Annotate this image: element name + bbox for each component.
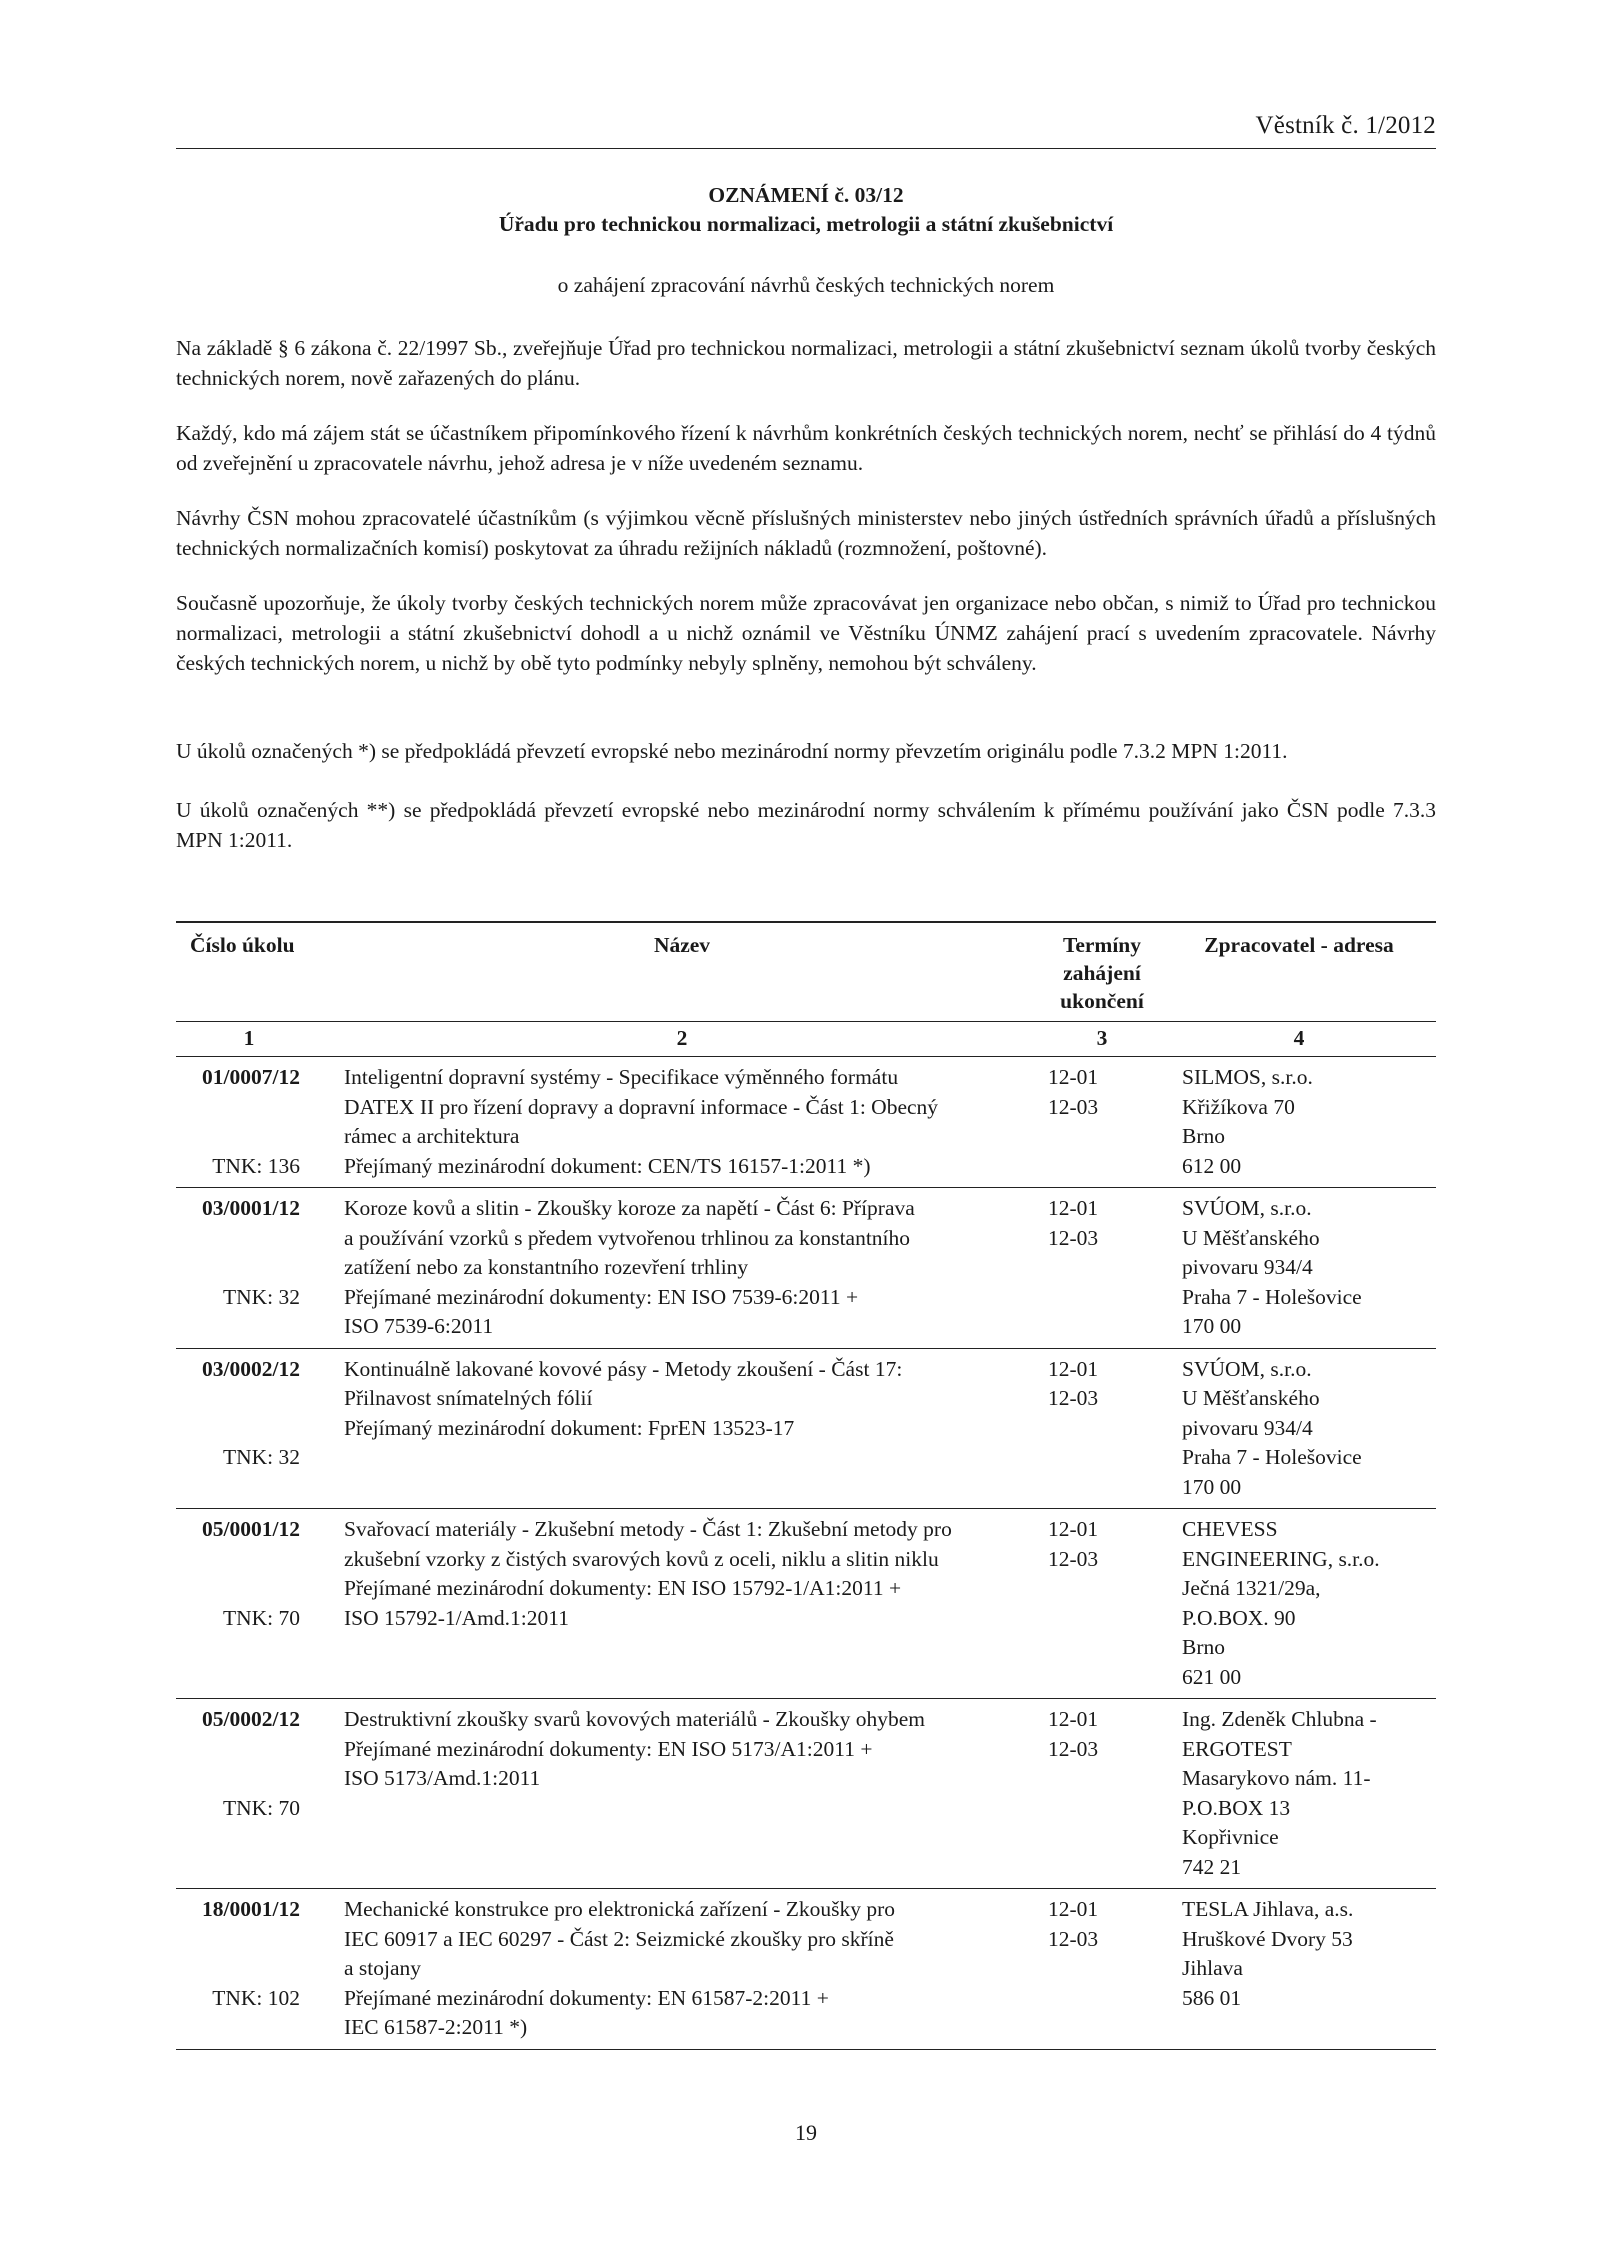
task-cell	[176, 1057, 322, 1188]
task-name-cell	[322, 1348, 1042, 1509]
task-name-line: Destruktivní zkoušky svarů kovových materiálů - Zkoušky ohybem	[344, 1707, 925, 1731]
task-number: 03/0002/12	[202, 1356, 300, 1381]
processor-address-line: Ing. Zdeněk Chlubna -	[1182, 1707, 1377, 1731]
processor-address-line: Kopřivnice	[1182, 1825, 1279, 1849]
terms-header-line: ukončení	[1060, 989, 1144, 1013]
term-start: 12-01	[1048, 1897, 1099, 1921]
task-number: 01/0007/12	[202, 1065, 300, 1089]
terms-header-line: Termíny	[1062, 933, 1142, 957]
page-header	[176, 108, 1436, 149]
tasks-table	[176, 921, 1436, 2050]
task-name-cell	[322, 1057, 1042, 1188]
processor-address-cell	[1162, 1348, 1436, 1509]
task-number: 03/0001/12	[202, 1196, 300, 1220]
terms-cell	[1042, 1889, 1162, 2050]
task-name-line: zatížení nebo za konstantního rozevření trhliny	[344, 1255, 749, 1279]
processor-address-line: Ječná 1321/29a,	[1182, 1576, 1321, 1600]
term-end: 12-03	[1048, 1386, 1099, 1410]
term-end: 12-03	[1048, 1094, 1099, 1119]
paragraph: Návrhy ČSN mohou zpracovatelé účastníkům (s výjimkou věcně příslušných ministerstev nebo jiných ústředních správních úřadů a příslušných technických normalizačních komisí) poskytovat za úhradu režijních nákladů (rozmnožení, poštovné).	[176, 506, 1436, 560]
task-name-line: Mechanické konstrukce pro elektronická zařízení - Zkoušky pro	[344, 1897, 896, 1921]
column-header-name: Název	[322, 922, 1042, 1022]
processor-address-cell	[1162, 1509, 1436, 1699]
table-header-row	[176, 922, 1436, 1022]
processor-address-line: Hruškové Dvory 53	[1182, 1926, 1353, 1951]
task-name-line: a používání vzorků s předem vytvořenou trhlinou za konstantního	[344, 1225, 911, 1250]
paragraph: U úkolů označených **) se předpokládá převzetí evropské nebo mezinárodní normy schválením k přímému používání jako ČSN podle 7.3.3 MPN 1:2011.	[176, 798, 1436, 852]
processor-address-line: 170 00	[1182, 1314, 1242, 1338]
table-body	[176, 1057, 1436, 2050]
processor-address-line: ERGOTEST	[1182, 1736, 1292, 1761]
terms-cell	[1042, 1699, 1162, 1889]
task-name-cell	[322, 1889, 1042, 2050]
table-row	[176, 1188, 1436, 1349]
task-cell	[176, 1509, 322, 1699]
processor-address-line: Brno	[1182, 1635, 1225, 1659]
task-cell	[176, 1348, 322, 1509]
processor-address-line: CHEVESS	[1182, 1517, 1278, 1541]
task-name-line: Přejímaný mezinárodní dokument: FprEN 13523-17	[344, 1415, 795, 1440]
task-name-line: ISO 15792-1/Amd.1:2011	[344, 1605, 569, 1630]
tnk-label: TNK: 102	[212, 1985, 300, 2010]
processor-address-line: Brno	[1182, 1124, 1225, 1148]
paragraph: Každý, kdo má zájem stát se účastníkem připomínkového řízení k návrhům konkrétních českých technických norem, nechť se přihlásí do 4 týdnů od zveřejnění u zpracovatele návrhu, jehož adresa je v níže uvedeném seznamu.	[176, 421, 1436, 475]
processor-address-line: Masarykovo nám. 11-	[1182, 1766, 1371, 1790]
task-name-line: Přejímaný mezinárodní dokument: CEN/TS 16157-1:2011 *)	[344, 1153, 871, 1178]
processor-address-line: pivovaru 934/4	[1182, 1415, 1313, 1440]
column-number-row	[176, 1022, 1436, 1057]
paragraph: Na základě § 6 zákona č. 22/1997 Sb., zveřejňuje Úřad pro technickou normalizaci, metrologii a státní zkušebnictví seznam úkolů tvorby českých technických norem, nově zařazených do plánu.	[176, 336, 1436, 390]
term-start: 12-01	[1048, 1065, 1099, 1089]
processor-address-line: pivovaru 934/4	[1182, 1255, 1313, 1279]
task-number: 05/0001/12	[202, 1517, 300, 1541]
task-name-line: Kontinuálně lakované kovové pásy - Metody zkoušení - Část 17:	[344, 1356, 903, 1381]
task-cell	[176, 1188, 322, 1349]
task-name-line: zkušební vzorky z čistých svarových kovů z oceli, niklu a slitin niklu	[344, 1546, 939, 1571]
terms-cell	[1042, 1188, 1162, 1349]
task-name-line: IEC 60917 a IEC 60297 - Část 2: Seizmické zkoušky pro skříně	[344, 1926, 894, 1951]
processor-address-line: P.O.BOX 13	[1182, 1795, 1291, 1820]
column-header-terms	[1042, 922, 1162, 1022]
table-row	[176, 1699, 1436, 1889]
announcement-authority: Úřadu pro technickou normalizaci, metrologii a státní zkušebnictví	[498, 212, 1114, 236]
column-header-task: Číslo úkolu	[176, 922, 322, 1022]
processor-address-cell	[1162, 1699, 1436, 1889]
processor-address-line: ENGINEERING, s.r.o.	[1182, 1546, 1380, 1571]
term-start: 12-01	[1048, 1196, 1099, 1220]
task-name-cell	[322, 1699, 1042, 1889]
processor-address-line: TESLA Jihlava, a.s.	[1182, 1897, 1354, 1921]
task-name-line: Přejímané mezinárodní dokumenty: EN ISO 15792-1/A1:2011 +	[344, 1576, 902, 1600]
table-row	[176, 1509, 1436, 1699]
task-name-line: Koroze kovů a slitin - Zkoušky koroze za napětí - Část 6: Příprava	[344, 1196, 915, 1220]
task-name-line: IEC 61587-2:2011 *)	[344, 2015, 528, 2039]
term-end: 12-03	[1048, 1225, 1099, 1250]
processor-address-cell	[1162, 1188, 1436, 1349]
terms-cell	[1042, 1057, 1162, 1188]
tnk-label: TNK: 70	[222, 1605, 300, 1630]
term-start: 12-01	[1048, 1356, 1099, 1381]
processor-address-line: 612 00	[1182, 1153, 1242, 1178]
task-number: 05/0002/12	[202, 1707, 300, 1731]
processor-address-line: 170 00	[1182, 1474, 1242, 1499]
processor-address-line: Praha 7 - Holešovice	[1182, 1284, 1362, 1309]
term-end: 12-03	[1048, 1736, 1099, 1761]
processor-address-line: U Měšťanského	[1182, 1386, 1320, 1410]
processor-address-line: SVÚOM, s.r.o.	[1182, 1356, 1312, 1381]
task-name-line: Přejímané mezinárodní dokumenty: EN ISO 5173/A1:2011 +	[344, 1736, 873, 1761]
term-start: 12-01	[1048, 1707, 1099, 1731]
task-name-line: rámec a architektura	[344, 1124, 520, 1148]
processor-address-line: Jihlava	[1182, 1956, 1243, 1980]
announcement-title: OZNÁMENÍ č. 03/12	[708, 183, 904, 207]
processor-address-cell	[1162, 1057, 1436, 1188]
table-row	[176, 1889, 1436, 2050]
task-name-cell	[322, 1188, 1042, 1349]
processor-address-line: SILMOS, s.r.o.	[1182, 1065, 1313, 1089]
task-name-line: a stojany	[344, 1956, 422, 1980]
paragraph: U úkolů označených *) se předpokládá převzetí evropské nebo mezinárodní normy převzetím originálu podle 7.3.2 MPN 1:2011.	[176, 739, 1288, 763]
task-name-line: Přilnavost snímatelných fólií	[344, 1386, 593, 1410]
task-name-cell	[322, 1509, 1042, 1699]
processor-address-cell	[1162, 1889, 1436, 2050]
tnk-label: TNK: 32	[222, 1445, 300, 1469]
processor-address-line: 621 00	[1182, 1664, 1242, 1689]
journal-issue: Věstník č. 1/2012	[1255, 112, 1436, 139]
task-name-line: Svařovací materiály - Zkušební metody - Část 1: Zkušební metody pro	[344, 1517, 952, 1541]
task-name-line: Přejímané mezinárodní dokumenty: EN ISO 7539-6:2011 +	[344, 1284, 859, 1309]
column-number: 4	[1162, 1022, 1436, 1057]
processor-address-line: 586 01	[1182, 1985, 1242, 2010]
processor-address-line: SVÚOM, s.r.o.	[1182, 1196, 1312, 1220]
term-end: 12-03	[1048, 1926, 1099, 1951]
column-header-processor: Zpracovatel - adresa	[1162, 922, 1436, 1022]
task-name-line: ISO 5173/Amd.1:2011	[344, 1766, 541, 1790]
table-row	[176, 1057, 1436, 1188]
processor-address-line: P.O.BOX. 90	[1182, 1605, 1296, 1630]
terms-header-line: zahájení	[1063, 961, 1141, 985]
term-start: 12-01	[1048, 1517, 1099, 1541]
column-number: 1	[176, 1022, 322, 1057]
table-row	[176, 1348, 1436, 1509]
column-number: 3	[1042, 1022, 1162, 1057]
task-number: 18/0001/12	[202, 1897, 300, 1921]
processor-address-line: Křižíkova 70	[1182, 1094, 1295, 1119]
term-end: 12-03	[1048, 1546, 1099, 1571]
terms-cell	[1042, 1348, 1162, 1509]
task-name-line: Přejímané mezinárodní dokumenty: EN 61587-2:2011 +	[344, 1985, 829, 2010]
tasks-table-wrapper	[176, 921, 1436, 2050]
tnk-label: TNK: 136	[212, 1153, 300, 1178]
processor-address-line: U Měšťanského	[1182, 1225, 1320, 1250]
task-name-line: DATEX II pro řízení dopravy a dopravní informace - Část 1: Obecný	[344, 1094, 939, 1119]
task-cell	[176, 1699, 322, 1889]
page-number: 19	[795, 2120, 817, 2145]
task-name-line: ISO 7539-6:2011	[344, 1314, 494, 1338]
tnk-label: TNK: 32	[222, 1284, 300, 1309]
terms-cell	[1042, 1509, 1162, 1699]
paragraph: Současně upozorňuje, že úkoly tvorby českých technických norem může zpracovávat jen organizace nebo občan, s nimiž to Úřad pro technickou normalizaci, metrologii a státní zkušebnictví dohodl a u nichž oznámil ve Věstníku ÚNMZ zahájení prací s uvedením zpracovatele. Návrhy českých technických norem, u nichž by obě tyto podmínky nebyly splněny, nemohou být schváleny.	[176, 591, 1436, 675]
announcement-subtitle: o zahájení zpracování návrhů českých technických norem	[557, 273, 1055, 297]
task-cell	[176, 1889, 322, 2050]
task-name-line: Inteligentní dopravní systémy - Specifikace výměnného formátu	[344, 1065, 899, 1089]
column-number: 2	[322, 1022, 1042, 1057]
processor-address-line: 742 21	[1182, 1854, 1242, 1879]
processor-address-line: Praha 7 - Holešovice	[1182, 1445, 1362, 1469]
tnk-label: TNK: 70	[222, 1795, 300, 1820]
